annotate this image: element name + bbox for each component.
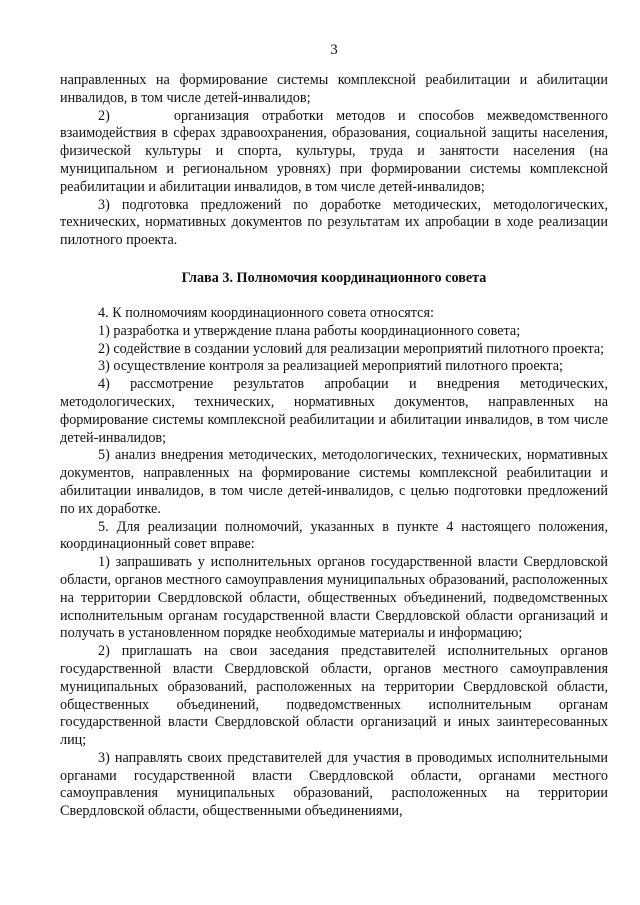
paragraph: 4) рассмотрение результатов апробации и внедрения методических, методологических, технических, нормативных документов, направленных на формирование системы комплексной реабилитации и абилитации инвалидов, в том числе детей-инвалидов; (60, 376, 608, 446)
document-page (60, 0, 608, 905)
paragraph: 2) содействие в создании условий для реализации мероприятий пилотного проекта; (98, 340, 605, 357)
document-body (60, 72, 608, 821)
paragraph: 3) осуществление контроля за реализацией мероприятий пилотного проекта; (98, 358, 563, 375)
paragraph: 2) приглашать на свои заседания представителей исполнительных органов государственной власти Свердловской области, органов местного самоуправления муниципальных образований, расположенных на территории Свердловской области, общественных объединений, подведомственных исполнительным органам государственной власти Свердловской области организаций и иных заинтересованных лиц; (60, 643, 608, 749)
paragraph: 3) направлять своих представителей для участия в проводимых исполнительными органами государственной власти Свердловской области, органами местного самоуправления муниципальных образований, расположенных на территории Свердловской области, общественными объединениями, (60, 749, 608, 820)
chapter-heading: Глава 3. Полномочия координационного совета (181, 269, 487, 286)
paragraph: 3) подготовка предложений по доработке методических, методологических, технических, нормативных документов по результатам их апробации в ходе реализации пилотного проекта. (60, 196, 608, 249)
paragraph: направленных на формирование системы комплексной реабилитации и абилитации инвалидов, в том числе детей-инвалидов; (60, 72, 608, 106)
paragraphs-after-heading (60, 305, 608, 821)
paragraph: 1) разработка и утверждение плана работы координационного совета; (98, 322, 521, 339)
page-number: 3 (330, 42, 338, 58)
paragraphs-before-heading (60, 72, 608, 250)
paragraph: 2) организация отработки методов и способов межведомственного взаимодействия в сферах здравоохранения, образования, социальной защиты населения, физической культуры и спорта, культуры, труда и занятости населения (на муниципальном и региональном уровнях) при формировании системы комплексной реабилитации и абилитации инвалидов, в том числе детей-инвалидов; (60, 107, 608, 195)
paragraph: 4. К полномочиям координационного совета относятся: (98, 304, 434, 321)
paragraph: 5. Для реализации полномочий, указанных в пункте 4 настоящего положения, координационный совет вправе: (60, 518, 608, 553)
paragraph: 5) анализ внедрения методических, методологических, технических, нормативных документов, направленных на формирование системы комплексной реабилитации и абилитации инвалидов, в том числе детей-инвалидов, с целью подготовки предложений по их доработке. (60, 447, 608, 517)
paragraph: 1) запрашивать у исполнительных органов государственной власти Свердловской области, органов местного самоуправления муниципальных образований, расположенных на территории Свердловской области, общественных объединений, подведомственных исполнительным органам государственной власти Свердловской области организаций и получать в установленном порядке необходимые материалы и информацию; (60, 554, 608, 642)
